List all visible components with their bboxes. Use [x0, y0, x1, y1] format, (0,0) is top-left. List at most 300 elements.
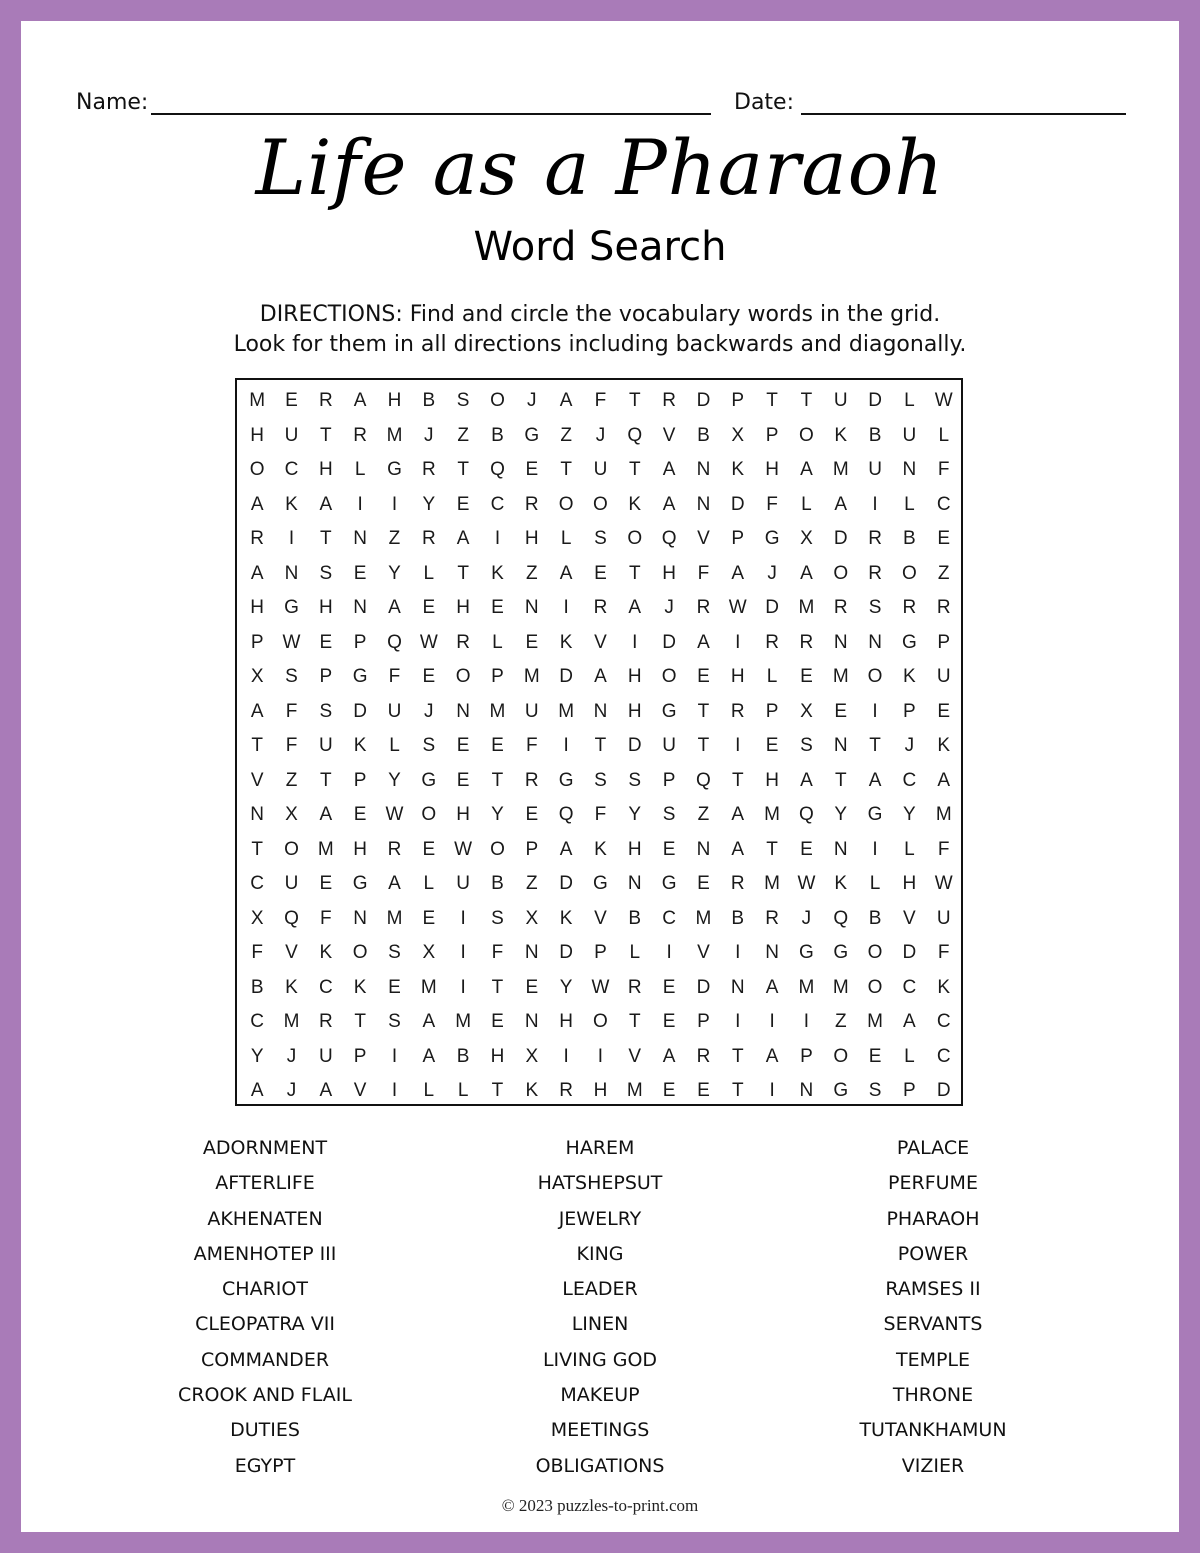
grid-cell[interactable]: E	[388, 976, 401, 998]
grid-cell[interactable]: Q	[696, 769, 711, 791]
grid-cell[interactable]: G	[833, 1080, 849, 1101]
grid-cell[interactable]: H	[765, 459, 779, 480]
grid-cell[interactable]: M	[249, 390, 266, 411]
grid-cell[interactable]: A	[937, 769, 951, 791]
grid-cell[interactable]: O	[249, 459, 265, 480]
grid-cell[interactable]: H	[730, 666, 745, 687]
grid-cell[interactable]: T	[320, 424, 332, 446]
grid-cell[interactable]: F	[285, 735, 298, 756]
grid-cell[interactable]: O	[661, 666, 677, 687]
grid-cell[interactable]: S	[628, 769, 642, 791]
grid-cell[interactable]: K	[285, 976, 298, 998]
grid-cell[interactable]: A	[319, 493, 333, 515]
grid-cell[interactable]: B	[903, 528, 916, 549]
grid-cell[interactable]: K	[731, 459, 745, 480]
grid-cell[interactable]: H	[627, 838, 642, 860]
grid-cell[interactable]: L	[354, 459, 366, 480]
grid-cell[interactable]: E	[525, 631, 539, 653]
grid-cell[interactable]: P	[903, 700, 916, 722]
grid-cell[interactable]: F	[388, 666, 401, 687]
grid-cell[interactable]: L	[423, 562, 435, 584]
grid-cell[interactable]: M	[935, 804, 952, 825]
grid-cell[interactable]: L	[766, 666, 778, 687]
grid-cell[interactable]: L	[457, 1080, 469, 1101]
grid-cell[interactable]: E	[662, 1011, 676, 1032]
word-search-grid[interactable]	[235, 378, 963, 1106]
grid-cell[interactable]: W	[934, 390, 953, 411]
grid-cell[interactable]: X	[525, 907, 539, 929]
grid-cell[interactable]: A	[250, 700, 264, 722]
grid-cell[interactable]: E	[868, 1045, 882, 1067]
grid-cell[interactable]: J	[286, 1080, 297, 1101]
grid-cell[interactable]: M	[489, 700, 506, 722]
grid-cell[interactable]: F	[766, 493, 778, 515]
grid-cell[interactable]: O	[799, 424, 814, 446]
grid-cell[interactable]: V	[697, 528, 710, 549]
grid-cell[interactable]: J	[767, 562, 777, 584]
grid-cell[interactable]: K	[834, 424, 848, 446]
grid-cell[interactable]: P	[903, 1080, 916, 1101]
grid-cell[interactable]: F	[594, 390, 607, 411]
grid-cell[interactable]: L	[904, 493, 915, 515]
grid-cell[interactable]: M	[764, 873, 780, 894]
grid-cell[interactable]: Q	[661, 528, 677, 549]
grid-cell[interactable]: O	[284, 838, 299, 860]
grid-cell[interactable]: J	[286, 1045, 297, 1067]
grid-cell[interactable]: K	[525, 1080, 539, 1101]
grid-cell[interactable]: M	[832, 976, 849, 998]
grid-cell[interactable]: C	[662, 907, 676, 929]
grid-cell[interactable]: I	[632, 631, 638, 653]
grid-cell[interactable]: F	[697, 562, 710, 584]
grid-cell[interactable]: T	[766, 390, 778, 411]
grid-cell[interactable]: E	[319, 631, 333, 653]
grid-cell[interactable]: P	[319, 666, 333, 687]
grid-cell[interactable]: O	[867, 942, 883, 963]
grid-cell[interactable]: O	[867, 976, 883, 998]
grid-cell[interactable]: I	[735, 631, 741, 653]
grid-cell[interactable]: R	[421, 459, 436, 480]
grid-cell[interactable]: I	[735, 942, 741, 963]
grid-cell[interactable]: G	[833, 942, 849, 963]
grid-cell[interactable]: R	[833, 597, 848, 618]
grid-cell[interactable]: N	[524, 597, 539, 618]
grid-cell[interactable]: L	[904, 838, 915, 860]
grid-cell[interactable]: C	[250, 873, 265, 894]
grid-cell[interactable]: I	[872, 700, 878, 722]
grid-cell[interactable]: G	[593, 873, 608, 894]
grid-cell[interactable]: W	[934, 873, 953, 894]
grid-cell[interactable]: L	[629, 942, 641, 963]
grid-cell[interactable]: G	[764, 528, 780, 549]
grid-cell[interactable]: H	[353, 838, 368, 860]
grid-cell[interactable]: P	[491, 666, 504, 687]
grid-cell[interactable]: M	[523, 666, 540, 687]
grid-cell[interactable]: G	[421, 769, 437, 791]
grid-cell[interactable]: H	[559, 1011, 573, 1032]
grid-cell[interactable]: A	[559, 838, 573, 860]
grid-cell[interactable]: I	[666, 942, 672, 963]
grid-cell[interactable]: K	[559, 631, 573, 653]
grid-cell[interactable]: P	[353, 769, 367, 791]
grid-cell[interactable]: P	[250, 631, 264, 653]
grid-cell[interactable]: S	[800, 735, 813, 756]
grid-cell[interactable]: F	[525, 735, 538, 756]
grid-cell[interactable]: I	[563, 597, 569, 618]
grid-cell[interactable]: E	[422, 597, 436, 618]
grid-cell[interactable]: R	[387, 838, 402, 860]
grid-cell[interactable]: A	[422, 1045, 436, 1067]
grid-cell[interactable]: D	[868, 390, 882, 411]
grid-cell[interactable]: U	[318, 1045, 333, 1067]
grid-cell[interactable]: K	[319, 942, 333, 963]
grid-cell[interactable]: P	[697, 1011, 710, 1032]
grid-cell[interactable]: P	[937, 631, 951, 653]
grid-cell[interactable]: R	[765, 631, 779, 653]
grid-cell[interactable]: E	[697, 666, 710, 687]
grid-cell[interactable]: V	[697, 942, 710, 963]
grid-cell[interactable]: H	[387, 390, 402, 411]
grid-cell[interactable]: O	[867, 666, 883, 687]
grid-cell[interactable]: E	[765, 735, 779, 756]
grid-cell[interactable]: G	[284, 597, 299, 618]
grid-cell[interactable]: E	[491, 1011, 504, 1032]
grid-cell[interactable]: C	[284, 459, 299, 480]
grid-cell[interactable]: I	[735, 735, 741, 756]
grid-cell[interactable]: C	[936, 1011, 951, 1032]
grid-cell[interactable]: O	[902, 562, 917, 584]
grid-cell[interactable]: N	[696, 838, 711, 860]
grid-cell[interactable]: K	[937, 735, 951, 756]
grid-cell[interactable]: O	[421, 804, 437, 825]
grid-cell[interactable]: H	[627, 700, 642, 722]
grid-cell[interactable]: L	[938, 424, 950, 446]
grid-cell[interactable]: N	[593, 700, 608, 722]
grid-cell[interactable]: H	[662, 562, 676, 584]
grid-cell[interactable]: A	[250, 1080, 264, 1101]
grid-cell[interactable]: E	[525, 976, 539, 998]
grid-cell[interactable]: A	[800, 769, 813, 791]
grid-cell[interactable]: K	[285, 493, 298, 515]
grid-cell[interactable]: U	[524, 700, 539, 722]
grid-cell[interactable]: H	[250, 597, 265, 618]
grid-cell[interactable]: O	[833, 562, 849, 584]
grid-cell[interactable]: E	[594, 562, 607, 584]
grid-cell[interactable]: G	[352, 666, 368, 687]
grid-cell[interactable]: E	[697, 1080, 710, 1101]
grid-cell[interactable]: H	[902, 873, 917, 894]
grid-cell[interactable]: D	[353, 700, 368, 722]
grid-cell[interactable]: X	[422, 942, 436, 963]
grid-cell[interactable]: S	[319, 700, 333, 722]
grid-cell[interactable]: R	[730, 700, 745, 722]
grid-cell[interactable]: O	[593, 493, 608, 515]
grid-cell[interactable]: P	[353, 631, 367, 653]
grid-cell[interactable]: E	[525, 804, 539, 825]
grid-cell[interactable]: R	[868, 528, 882, 549]
grid-cell[interactable]: B	[628, 907, 642, 929]
grid-cell[interactable]: A	[731, 562, 745, 584]
grid-cell[interactable]: C	[490, 493, 505, 515]
grid-cell[interactable]: L	[560, 528, 572, 549]
grid-cell[interactable]: F	[491, 942, 504, 963]
grid-cell[interactable]: T	[560, 459, 572, 480]
grid-cell[interactable]: D	[696, 390, 711, 411]
grid-cell[interactable]: O	[490, 838, 505, 860]
grid-cell[interactable]: S	[594, 769, 607, 791]
grid-cell[interactable]: M	[867, 1011, 883, 1032]
grid-cell[interactable]: S	[491, 907, 504, 929]
grid-cell[interactable]: U	[868, 459, 882, 480]
grid-cell[interactable]: W	[419, 631, 438, 653]
grid-cell[interactable]: U	[456, 873, 470, 894]
grid-cell[interactable]: T	[491, 1080, 504, 1101]
grid-cell[interactable]: N	[250, 804, 265, 825]
grid-cell[interactable]: M	[386, 907, 403, 929]
grid-cell[interactable]: A	[903, 1011, 916, 1032]
grid-cell[interactable]: N	[696, 459, 711, 480]
grid-cell[interactable]: A	[422, 1011, 436, 1032]
grid-cell[interactable]: K	[594, 838, 607, 860]
grid-cell[interactable]: W	[591, 976, 610, 998]
grid-cell[interactable]: Y	[388, 562, 401, 584]
grid-cell[interactable]: P	[765, 700, 779, 722]
grid-cell[interactable]: T	[834, 769, 847, 791]
grid-cell[interactable]: U	[936, 666, 951, 687]
grid-cell[interactable]: P	[662, 769, 676, 791]
grid-cell[interactable]: I	[357, 493, 363, 515]
grid-cell[interactable]: V	[353, 1080, 367, 1101]
grid-cell[interactable]: H	[250, 424, 265, 446]
grid-cell[interactable]: B	[250, 976, 264, 998]
grid-cell[interactable]: H	[318, 459, 333, 480]
grid-cell[interactable]: X	[525, 1045, 539, 1067]
grid-cell[interactable]: I	[563, 735, 569, 756]
grid-cell[interactable]: F	[320, 907, 332, 929]
grid-cell[interactable]: E	[491, 597, 504, 618]
grid-cell[interactable]: A	[662, 459, 676, 480]
grid-cell[interactable]: A	[765, 976, 779, 998]
grid-cell[interactable]: S	[868, 597, 882, 618]
grid-cell[interactable]: L	[423, 873, 435, 894]
grid-cell[interactable]: T	[491, 769, 504, 791]
grid-cell[interactable]: W	[385, 804, 404, 825]
grid-cell[interactable]: N	[284, 562, 299, 584]
grid-cell[interactable]: E	[662, 976, 676, 998]
grid-cell[interactable]: Q	[387, 631, 402, 653]
grid-cell[interactable]: C	[318, 976, 333, 998]
grid-cell[interactable]: Y	[559, 976, 573, 998]
grid-cell[interactable]: V	[662, 424, 676, 446]
grid-cell[interactable]: A	[250, 493, 264, 515]
grid-cell[interactable]: B	[868, 907, 882, 929]
grid-cell[interactable]: M	[832, 459, 849, 480]
grid-cell[interactable]: M	[798, 597, 815, 618]
grid-cell[interactable]: T	[697, 700, 710, 722]
grid-cell[interactable]: I	[735, 1011, 741, 1032]
grid-cell[interactable]: S	[388, 1011, 401, 1032]
grid-cell[interactable]: A	[628, 597, 642, 618]
grid-cell[interactable]: N	[833, 631, 848, 653]
grid-cell[interactable]: V	[285, 942, 298, 963]
grid-cell[interactable]: D	[833, 528, 848, 549]
grid-cell[interactable]: R	[936, 597, 951, 618]
grid-cell[interactable]: O	[490, 390, 505, 411]
grid-cell[interactable]: Z	[388, 528, 401, 549]
grid-cell[interactable]: P	[731, 528, 745, 549]
grid-cell[interactable]: M	[317, 838, 334, 860]
grid-cell[interactable]: P	[731, 390, 745, 411]
grid-cell[interactable]: N	[868, 631, 882, 653]
grid-cell[interactable]: A	[319, 804, 333, 825]
grid-cell[interactable]: N	[902, 459, 917, 480]
grid-cell[interactable]: I	[803, 1011, 810, 1032]
grid-cell[interactable]: Q	[558, 804, 574, 825]
grid-cell[interactable]: I	[769, 1011, 775, 1032]
grid-cell[interactable]: V	[903, 907, 916, 929]
grid-cell[interactable]: P	[525, 838, 539, 860]
grid-cell[interactable]: Y	[422, 493, 436, 515]
grid-cell[interactable]: X	[250, 666, 264, 687]
grid-cell[interactable]: R	[765, 907, 779, 929]
grid-cell[interactable]: P	[353, 1045, 367, 1067]
grid-cell[interactable]: J	[904, 735, 915, 756]
grid-cell[interactable]: E	[834, 700, 848, 722]
grid-cell[interactable]: H	[490, 1045, 505, 1067]
grid-cell[interactable]: L	[389, 735, 400, 756]
grid-cell[interactable]: B	[422, 390, 436, 411]
grid-cell[interactable]: G	[661, 873, 677, 894]
grid-cell[interactable]: Y	[628, 804, 642, 825]
grid-cell[interactable]: K	[559, 907, 573, 929]
grid-cell[interactable]: K	[353, 976, 367, 998]
grid-cell[interactable]: T	[731, 769, 744, 791]
grid-cell[interactable]: A	[662, 493, 676, 515]
grid-cell[interactable]: O	[558, 493, 574, 515]
grid-cell[interactable]: Q	[490, 459, 505, 480]
grid-cell[interactable]: H	[456, 597, 470, 618]
grid-cell[interactable]: R	[456, 631, 470, 653]
grid-cell[interactable]: I	[391, 493, 398, 515]
grid-cell[interactable]: N	[833, 735, 848, 756]
grid-cell[interactable]: E	[319, 873, 333, 894]
grid-cell[interactable]: T	[869, 735, 881, 756]
grid-cell[interactable]: B	[491, 873, 504, 894]
grid-cell[interactable]: A	[765, 1045, 779, 1067]
grid-cell[interactable]: R	[730, 873, 745, 894]
grid-cell[interactable]: D	[730, 493, 745, 515]
grid-cell[interactable]: S	[662, 804, 676, 825]
grid-cell[interactable]: L	[904, 1045, 915, 1067]
grid-cell[interactable]: D	[627, 735, 642, 756]
grid-cell[interactable]: K	[834, 873, 848, 894]
grid-cell[interactable]: N	[627, 873, 642, 894]
grid-cell[interactable]: I	[563, 1045, 569, 1067]
grid-cell[interactable]: T	[628, 1011, 641, 1032]
grid-cell[interactable]: A	[388, 597, 401, 618]
grid-cell[interactable]: T	[731, 1080, 744, 1101]
grid-cell[interactable]: A	[353, 390, 367, 411]
grid-cell[interactable]: E	[353, 562, 367, 584]
grid-cell[interactable]: X	[285, 804, 298, 825]
grid-cell[interactable]: D	[765, 597, 779, 618]
grid-cell[interactable]: T	[251, 735, 263, 756]
grid-cell[interactable]: T	[594, 735, 607, 756]
grid-cell[interactable]: Z	[937, 562, 950, 584]
grid-cell[interactable]: M	[626, 1080, 643, 1101]
grid-cell[interactable]: K	[491, 562, 504, 584]
grid-cell[interactable]: D	[902, 942, 917, 963]
grid-cell[interactable]: L	[492, 631, 503, 653]
grid-cell[interactable]: F	[285, 700, 298, 722]
grid-cell[interactable]: F	[937, 942, 950, 963]
grid-cell[interactable]: Y	[388, 769, 401, 791]
grid-cell[interactable]: G	[867, 804, 883, 825]
grid-cell[interactable]: A	[594, 666, 607, 687]
grid-cell[interactable]: U	[936, 907, 951, 929]
grid-cell[interactable]: J	[664, 597, 674, 618]
grid-cell[interactable]: A	[559, 390, 573, 411]
grid-cell[interactable]: N	[730, 976, 745, 998]
grid-cell[interactable]: A	[456, 528, 470, 549]
grid-cell[interactable]: R	[318, 390, 333, 411]
grid-cell[interactable]: I	[460, 907, 466, 929]
grid-cell[interactable]: S	[388, 942, 401, 963]
grid-cell[interactable]: H	[318, 597, 333, 618]
grid-cell[interactable]: J	[595, 424, 606, 446]
grid-cell[interactable]: U	[284, 424, 299, 446]
grid-cell[interactable]: H	[765, 769, 779, 791]
grid-cell[interactable]: Z	[285, 769, 298, 791]
grid-cell[interactable]: U	[662, 735, 676, 756]
grid-cell[interactable]: Y	[903, 804, 916, 825]
grid-cell[interactable]: G	[558, 769, 574, 791]
grid-cell[interactable]: E	[491, 735, 504, 756]
grid-cell[interactable]: N	[353, 907, 368, 929]
grid-cell[interactable]: X	[250, 907, 264, 929]
grid-cell[interactable]: R	[662, 390, 676, 411]
grid-cell[interactable]: T	[491, 976, 504, 998]
grid-cell[interactable]: O	[593, 1011, 608, 1032]
grid-cell[interactable]: T	[766, 838, 778, 860]
grid-cell[interactable]: U	[387, 700, 402, 722]
grid-cell[interactable]: T	[628, 390, 641, 411]
grid-cell[interactable]: R	[318, 1011, 333, 1032]
grid-cell[interactable]: I	[391, 1080, 398, 1101]
grid-cell[interactable]: A	[834, 493, 848, 515]
grid-cell[interactable]: D	[662, 631, 676, 653]
grid-cell[interactable]: O	[833, 1045, 849, 1067]
grid-cell[interactable]: V	[594, 631, 607, 653]
grid-cell[interactable]: B	[491, 424, 504, 446]
grid-cell[interactable]: M	[386, 424, 403, 446]
grid-cell[interactable]: D	[559, 942, 573, 963]
grid-cell[interactable]: L	[904, 390, 915, 411]
grid-cell[interactable]: C	[902, 976, 917, 998]
grid-cell[interactable]: R	[799, 631, 814, 653]
grid-cell[interactable]: B	[456, 1045, 470, 1067]
grid-cell[interactable]: T	[320, 769, 332, 791]
grid-cell[interactable]: S	[319, 562, 333, 584]
grid-cell[interactable]: A	[559, 562, 573, 584]
grid-cell[interactable]: Q	[627, 424, 643, 446]
grid-cell[interactable]: J	[801, 907, 812, 929]
grid-cell[interactable]: E	[456, 493, 470, 515]
grid-cell[interactable]: V	[628, 1045, 642, 1067]
grid-cell[interactable]: H	[593, 1080, 608, 1101]
grid-cell[interactable]: A	[250, 562, 264, 584]
grid-cell[interactable]: K	[628, 493, 642, 515]
